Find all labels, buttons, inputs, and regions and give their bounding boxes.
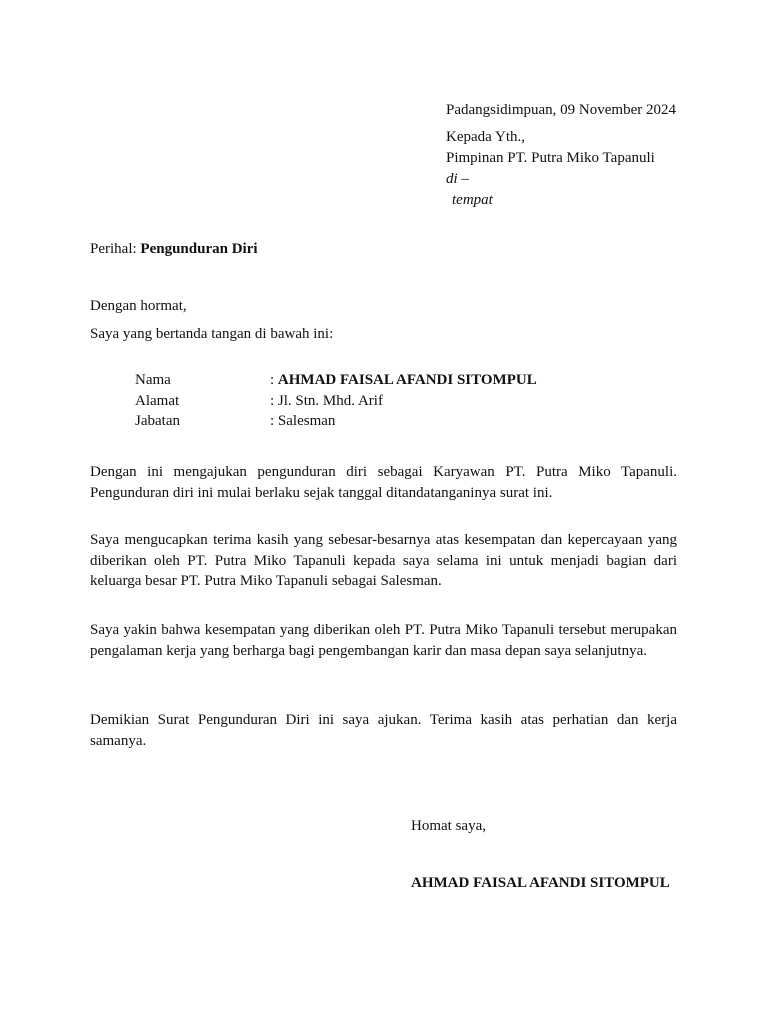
body-paragraph-4: Demikian Surat Pengunduran Diri ini saya ajukan. Terima kasih atas perhatian dan kerja samanya. — [90, 712, 677, 749]
body-paragraph-3: Saya yakin bahwa kesempatan yang diberikan oleh PT. Putra Miko Tapanuli tersebut merupakan pengalaman kerja yang berharga bagi pengembangan karir dan masa depan saya selanjutnya. — [90, 622, 677, 659]
subject-line — [90, 239, 258, 259]
identity-label: Jabatan — [135, 413, 180, 429]
identity-value: : Salesman — [270, 413, 336, 429]
signatory-name: AHMAD FAISAL AFANDI SITOMPUL — [411, 875, 670, 891]
recipient-name: Pimpinan PT. Putra Miko Tapanuli — [446, 150, 655, 166]
greeting: Dengan hormat, — [90, 298, 187, 314]
identity-value: : AHMAD FAISAL AFANDI SITOMPUL — [270, 372, 537, 388]
body-paragraph-2: Saya mengucapkan terima kasih yang sebesar-besarnya atas kesempatan dan kepercayaan yang diberikan oleh PT. Putra Miko Tapanuli kepada saya selama ini untuk menjadi bagian dari keluarga besar PT. Putra Miko Tapanuli sebagai Salesman. — [90, 532, 677, 589]
identity-row-jabatan — [0, 413, 768, 433]
identity-value: : Jl. Stn. Mhd. Arif — [270, 393, 383, 409]
identity-label: Alamat — [135, 393, 180, 409]
place-date: Padangsidimpuan, 09 November 2024 — [446, 102, 676, 118]
intro-text: Saya yang bertanda tangan di bawah ini: — [90, 326, 334, 342]
identity-row-nama — [0, 372, 768, 392]
recipient-greeting: Kepada Yth., — [446, 129, 525, 145]
subject-label: Perihal: — [90, 241, 141, 257]
recipient-location: tempat — [452, 192, 493, 208]
body-paragraph-1: Dengan ini mengajukan pengunduran diri sebagai Karyawan PT. Putra Miko Tapanuli. Pengunduran diri ini mulai berlaku sejak tanggal ditandatanganinya surat ini. — [90, 464, 677, 501]
identity-row-alamat — [0, 393, 768, 413]
subject-value: Pengunduran Diri — [140, 241, 258, 257]
identity-label: Nama — [135, 372, 171, 388]
closing-salutation: Homat saya, — [411, 818, 486, 834]
recipient-location-prefix: di – — [446, 171, 469, 187]
